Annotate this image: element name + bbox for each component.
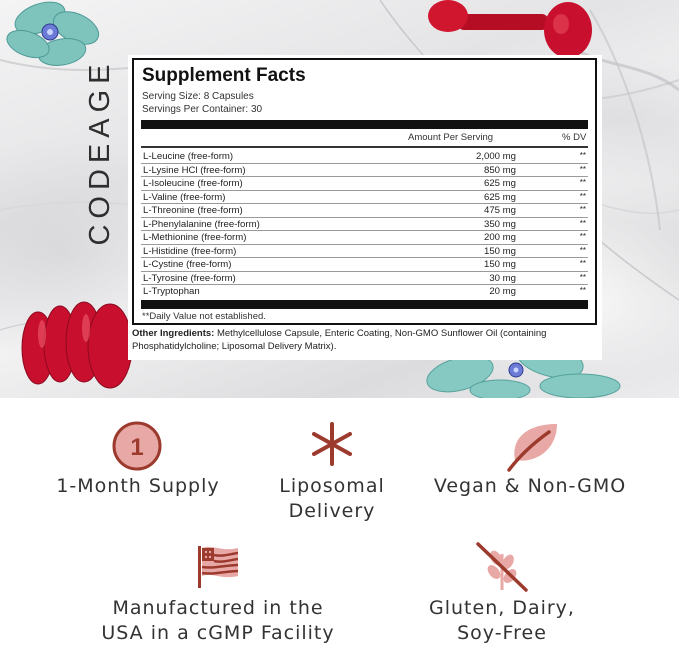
feature-vegan: Vegan & Non-GMO	[433, 475, 627, 497]
us-flag-icon	[194, 542, 242, 590]
feature-usa-line1: Manufactured in the	[112, 597, 324, 619]
feature-free-line1: Gluten, Dairy,	[429, 597, 575, 619]
nutrient-name: L-Lysine HCl (free-form)	[143, 164, 246, 176]
red-coil-decoration-icon	[12, 290, 142, 398]
nutrient-dv: **	[579, 272, 586, 282]
nutrient-amount: 625 mg	[484, 178, 516, 189]
feature-liposomal-line1: Liposomal	[279, 475, 385, 497]
table-row	[141, 218, 588, 232]
other-ingredients-label: Other Ingredients:	[132, 328, 215, 339]
feature-usa	[80, 596, 356, 646]
nutrient-name: L-Tyrosine (free-form)	[143, 272, 236, 284]
other-ingredients-text: Methylcellulose Capsule, Enteric Coating, Non-GMO Sunflower Oil (containing Phosphatidylcholine; Liposomal Delivery Matrix).	[132, 328, 547, 352]
nutrient-name: L-Phenylalanine (free-form)	[143, 218, 260, 230]
table-row	[141, 285, 588, 299]
leaf-icon	[505, 420, 561, 474]
dv-column-header: % DV	[562, 132, 587, 143]
nutrient-amount: 150 mg	[484, 245, 516, 257]
feature-usa-line2: USA in a cGMP Facility	[101, 622, 335, 644]
table-row	[141, 258, 588, 272]
nutrient-name: L-Methionine (free-form)	[143, 232, 247, 243]
nutrient-amount: 850 mg	[484, 164, 516, 176]
nutrient-name: L-Isoleucine (free-form)	[143, 178, 243, 189]
nutrient-dv: **	[579, 259, 586, 268]
amount-column-header: Amount Per Serving	[408, 132, 494, 143]
facts-title: Supplement Facts	[142, 65, 306, 86]
brand-logo	[84, 54, 116, 250]
nutrient-amount: 625 mg	[484, 191, 516, 203]
nutrient-dv: **	[579, 164, 586, 174]
feature-free-from	[410, 596, 594, 646]
dv-footnote: **Daily Value not established.	[142, 311, 266, 322]
facts-divider-thick	[141, 120, 588, 129]
nutrient-name: L-Cystine (free-form)	[143, 259, 232, 270]
badge-number: 1	[130, 434, 144, 461]
table-row	[141, 231, 588, 245]
nutrient-name: L-Valine (free-form)	[143, 191, 226, 203]
nutrient-name: L-Histidine (free-form)	[143, 245, 237, 257]
nutrient-dv: **	[579, 205, 586, 214]
facts-divider	[141, 146, 588, 148]
nutrient-amount: 2,000 mg	[475, 151, 516, 162]
red-capsule-decoration-icon	[428, 0, 593, 60]
other-ingredients	[132, 328, 598, 353]
nutrient-dv: **	[579, 286, 586, 295]
table-row	[141, 177, 588, 191]
nutrient-name: L-Tryptophan	[143, 286, 200, 297]
nutrient-dv: **	[579, 232, 586, 241]
nutrient-list	[141, 150, 588, 299]
servings-per-container: Servings Per Container: 30	[142, 104, 263, 115]
one-month-badge-icon	[111, 420, 163, 472]
table-row	[141, 272, 588, 286]
feature-liposomal-line2: Delivery	[288, 500, 376, 522]
nutrient-dv: **	[579, 191, 586, 201]
table-row	[141, 164, 588, 178]
nutrient-amount: 150 mg	[484, 259, 516, 270]
serving-size: Serving Size: 8 Capsules	[142, 91, 254, 102]
nutrient-amount: 350 mg	[484, 218, 516, 230]
feature-free-line2: Soy-Free	[457, 622, 547, 644]
nutrient-amount: 200 mg	[484, 232, 516, 243]
table-row	[141, 150, 588, 164]
table-row	[141, 245, 588, 259]
nutrient-dv: **	[579, 151, 586, 160]
nutrient-amount: 475 mg	[484, 205, 516, 216]
nutrient-amount: 20 mg	[489, 286, 516, 297]
asterisk-icon	[310, 420, 354, 468]
supplement-facts-box	[132, 58, 597, 325]
nutrient-name: L-Threonine (free-form)	[143, 205, 243, 216]
facts-divider-thick	[141, 300, 588, 309]
brand-name: CODEAGE	[84, 58, 116, 246]
no-wheat-icon	[474, 540, 530, 594]
supplement-facts-panel	[128, 55, 602, 360]
feature-supply: 1-Month Supply	[56, 475, 220, 497]
nutrient-name: L-Leucine (free-form)	[143, 151, 234, 162]
nutrient-dv: **	[579, 218, 586, 228]
nutrient-dv: **	[579, 245, 586, 255]
table-row	[141, 204, 588, 218]
table-row	[141, 191, 588, 205]
nutrient-amount: 30 mg	[489, 272, 516, 284]
nutrient-dv: **	[579, 178, 586, 187]
feature-liposomal	[250, 474, 414, 524]
